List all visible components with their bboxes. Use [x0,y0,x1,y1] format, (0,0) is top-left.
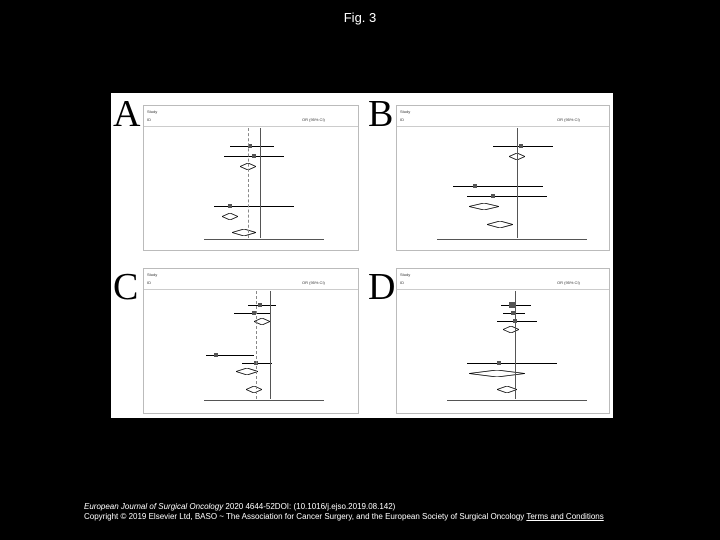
panel-b-header-id: ID [400,117,404,122]
table-row [144,162,358,170]
panel-c-header-or: OR (95% CI) [302,280,325,285]
journal-name: European Journal of Surgical Oncology [84,502,224,511]
table-row [397,220,609,228]
table-row [144,228,358,236]
panel-a-header-or: OR (95% CI) [302,117,325,122]
panel-a-header-study: Study [147,109,158,114]
panel-a [111,93,362,255]
panel-b-plot [396,105,610,251]
table-row [144,385,358,393]
figure-caption [84,502,644,522]
panel-d-letter: D [368,266,396,308]
table-row [144,142,358,150]
panel-d-header-study: Study [400,272,411,277]
panel-b-letter: B [368,93,394,135]
copyright: Copyright © 2019 Elsevier Ltd, BASO ~ The Association for Cancer Surgery, and the European Society of Surgical Oncology [84,512,525,521]
table-row [397,192,609,200]
table-row [144,212,358,220]
panel-a-header-id: ID [147,117,151,122]
table-row [144,301,358,309]
panel-d [362,256,613,418]
panel-c-plot [143,268,359,414]
panel-b [362,93,613,255]
table-row [397,369,609,377]
table-row [397,152,609,160]
table-row [397,202,609,210]
panel-d-header-id: ID [400,280,404,285]
figure-title: Fig. 3 [343,10,377,25]
forest-plot-figure [111,93,613,418]
table-row [397,309,609,317]
table-row [144,309,358,317]
table-row [144,202,358,210]
panel-b-header-study: Study [400,109,411,114]
panel-b-header-or: OR (95% CI) [557,117,580,122]
terms-link[interactable]: Terms and Conditions [526,512,604,521]
table-row [144,367,358,375]
table-row [397,182,609,190]
panel-c [111,256,362,418]
panel-c-header-study: Study [147,272,158,277]
table-row [144,351,358,359]
table-row [397,142,609,150]
table-row [144,359,358,367]
panel-a-letter: A [113,93,141,135]
panel-d-header-or: OR (95% CI) [557,280,580,285]
panel-a-plot [143,105,359,251]
panel-d-plot [396,268,610,414]
panel-c-letter: C [113,266,139,308]
table-row [397,301,609,309]
table-row [397,359,609,367]
citation: 2020 4644-52DOI: (10.1016/j.ejso.2019.08.142) [223,502,396,511]
table-row [144,317,358,325]
panel-c-header-id: ID [147,280,151,285]
table-row [397,325,609,333]
table-row [144,152,358,160]
table-row [397,385,609,393]
table-row [397,317,609,325]
